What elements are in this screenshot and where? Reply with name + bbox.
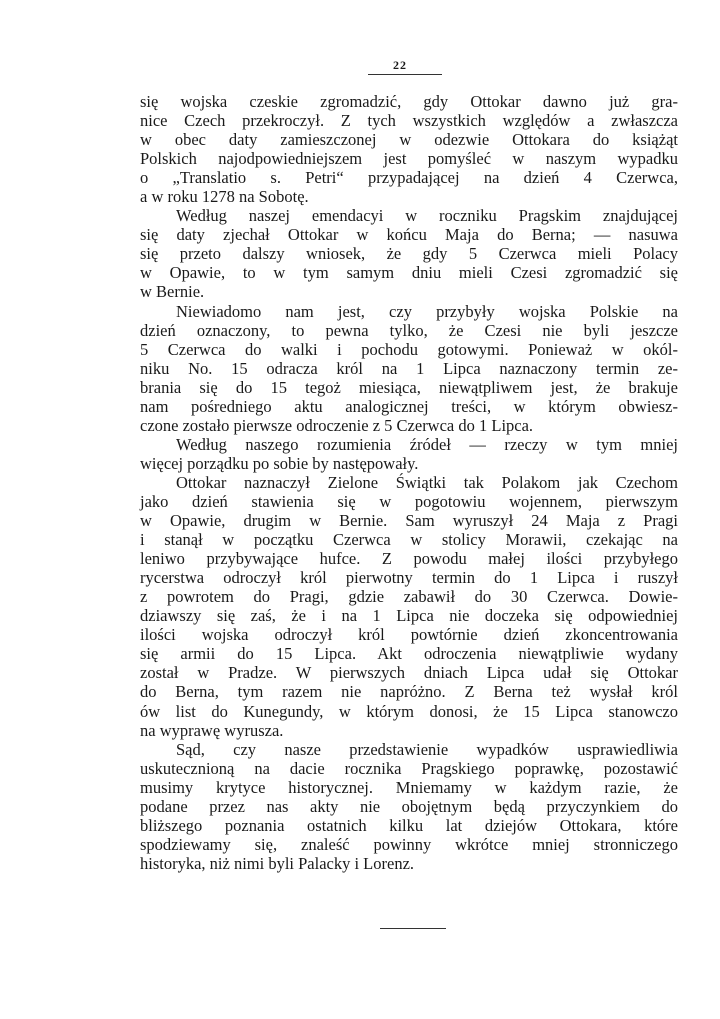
text-line: jako dzień stawienia się w pogotowiu wojennem, pierwszym (140, 491, 678, 511)
text-line: dzień oznaczony, to pewna tylko, że Czesi nie byli jeszcze (140, 320, 678, 340)
text-line: nam pośredniego aktu analogicznej treści, w którym obwiesz- (140, 396, 678, 416)
text-line: nice Czech przekroczył. Z tych wszystkich względów a zwłaszcza (140, 111, 678, 131)
text-line: na wyprawę wyrusza. (140, 720, 284, 740)
text-line: 5 Czerwca do walki i pochodu gotowymi. Ponieważ w okól- (140, 339, 678, 359)
text-line: podane przez nas akty nie obojętnym będą przyczynkiem do (140, 796, 678, 816)
text-line: w Opawie, to w tym samym dniu mieli Czesi zgromadzić się (140, 263, 678, 283)
text-line: z powrotem do Pragi, gdzie zabawił do 30 Czerwca. Dowie- (140, 587, 678, 607)
text-line: brania się do 15 tegoż miesiąca, niewątpliwem jest, że brakuje (140, 377, 678, 397)
text-line: się przeto dalszy wniosek, że gdy 5 Czerwca mieli Polacy (140, 244, 678, 264)
text-line: i stanął w początku Czerwca w stolicy Morawii, czekając na (140, 530, 678, 550)
text-line: o „Translatio s. Petri“ przypadającej na dzień 4 Czerwca, (140, 168, 678, 188)
end-rule (380, 928, 446, 929)
text-line: do Berna, tym razem nie napróżno. Z Berna też wysłał król (140, 682, 678, 702)
text-line: więcej porządku po sobie by następowały. (140, 453, 419, 473)
text-line: leniwo przybywające hufce. Z powodu małej ilości przybyłego (140, 549, 678, 569)
text-line: Polskich najodpowiedniejszem jest pomyśleć w naszym wypadku (140, 149, 678, 169)
text-line: Niewiadomo nam jest, czy przybyły wojska Polskie na (176, 301, 678, 321)
text-line: historyka, niż nimi byli Palacky i Lorenz. (140, 853, 415, 873)
text-line: niku No. 15 odracza król na 1 Lipca naznaczony termin ze- (140, 358, 678, 378)
page-number: 22 (393, 58, 407, 72)
body-text (140, 92, 678, 873)
text-line: się armii do 15 Lipca. Akt odroczenia niewątpliwie wydany (140, 644, 678, 664)
text-line: Ottokar naznaczył Zielone Świątki tak Polakom jak Czechom (176, 472, 678, 492)
text-line: dziawszy się zaś, że i na 1 Lipca nie doczeka się odpowiedniej (140, 606, 678, 626)
text-line: Sąd, czy nasze przedstawienie wypadków usprawiedliwia (176, 739, 678, 759)
text-line: został w Pradze. W pierwszych dniach Lipca udał się Ottokar (140, 663, 678, 683)
text-line: rycerstwa odroczył król pierwotny termin do 1 Lipca i ruszył (140, 568, 678, 588)
text-line: ilości wojska odroczył król powtórnie dzień zkoncentrowania (140, 625, 678, 645)
text-line: w Bernie. (140, 282, 205, 302)
text-line: bliższego poznania ostatnich kilku lat dziejów Ottokara, które (140, 815, 678, 835)
text-line: musimy krytyce historycznej. Mniemamy w każdym razie, że (140, 777, 678, 797)
text-line: w Opawie, drugim w Bernie. Sam wyruszył 24 Maja z Pragi (140, 511, 678, 531)
text-line: się wojska czeskie zgromadzić, gdy Ottokar dawno już gra- (140, 92, 678, 111)
text-line: uskutecznioną na dacie rocznika Pragskiego poprawkę, pozostawić (140, 758, 678, 778)
text-line: spodziewamy się, znaleść powinny wkrótce mniej stronniczego (140, 834, 678, 854)
header-rule (368, 74, 442, 75)
text-line: Według naszej emendacyi w roczniku Pragskim znajdującej (176, 206, 678, 226)
text-line: a w roku 1278 na Sobotę. (140, 187, 309, 207)
text-line: się daty zjechał Ottokar w końcu Maja do Berna; — nasuwa (140, 225, 678, 245)
text-line: ów list do Kunegundy, w którym donosi, że 15 Lipca stanowczo (140, 701, 678, 721)
text-line: Według naszego rozumienia źródeł — rzeczy w tym mniej (176, 434, 678, 454)
text-line: w obec daty zamieszczonej w odezwie Ottokara do książąt (140, 130, 678, 150)
text-line: czone zostało pierwsze odroczenie z 5 Czerwca do 1 Lipca. (140, 415, 534, 435)
